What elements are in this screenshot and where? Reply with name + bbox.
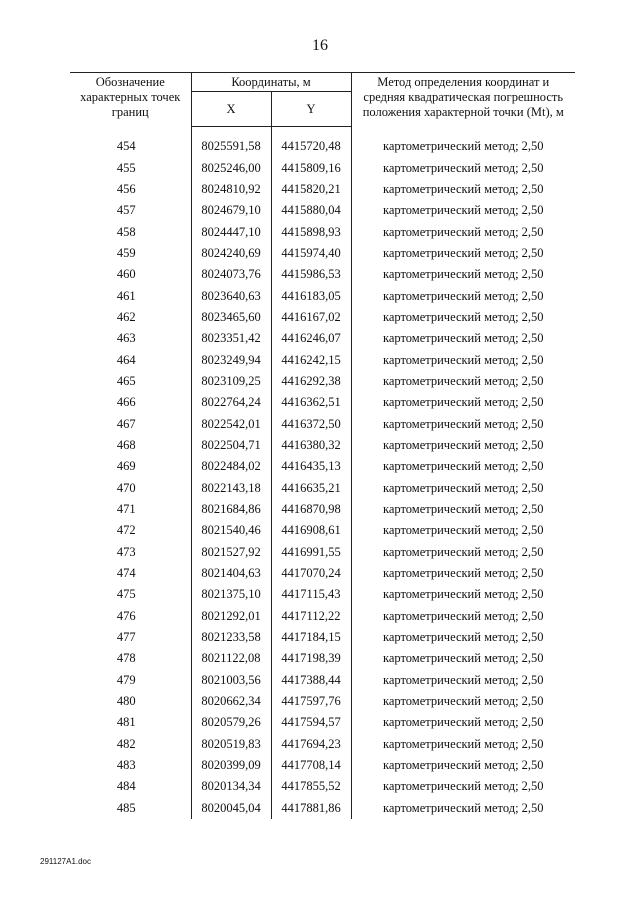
cell-method: картометрический метод; 2,50 [382, 502, 544, 517]
cell-x: 8022504,71 [191, 435, 271, 456]
table-row [70, 328, 575, 349]
cell-point: 484 [116, 779, 136, 794]
cell-point: 465 [116, 373, 136, 388]
cell-y: 4416380,32 [271, 435, 351, 456]
cell-y: 4416870,98 [271, 499, 351, 520]
cell-x: 8021003,56 [191, 670, 271, 691]
cell-point: 475 [116, 587, 136, 602]
cell-y: 4415820,21 [271, 179, 351, 200]
cell-x: 8024447,10 [191, 221, 271, 242]
header-y: Y [271, 92, 351, 127]
table-row [70, 776, 575, 797]
cell-x: 8022484,02 [191, 456, 271, 477]
cell-y: 4416167,02 [271, 307, 351, 328]
cell-point: 456 [116, 181, 136, 196]
cell-y: 4416435,13 [271, 456, 351, 477]
cell-method: картометрический метод; 2,50 [382, 160, 544, 175]
cell-y: 4415880,04 [271, 200, 351, 221]
cell-y: 4417388,44 [271, 670, 351, 691]
table-row [70, 563, 575, 584]
cell-y: 4415720,48 [271, 127, 351, 158]
cell-method: картометрический метод; 2,50 [382, 758, 544, 773]
cell-point: 477 [116, 630, 136, 645]
cell-method: картометрический метод; 2,50 [382, 224, 544, 239]
table-row [70, 221, 575, 242]
table-row [70, 435, 575, 456]
cell-x: 8023640,63 [191, 285, 271, 306]
table-row [70, 648, 575, 669]
table-row [70, 243, 575, 264]
table-row [70, 691, 575, 712]
cell-x: 8024240,69 [191, 243, 271, 264]
cell-method: картометрический метод; 2,50 [382, 352, 544, 367]
cell-x: 8021233,58 [191, 627, 271, 648]
cell-x: 8021375,10 [191, 584, 271, 605]
cell-method: картометрический метод; 2,50 [382, 800, 544, 815]
header-x: X [191, 92, 271, 127]
header-point-line: Обозначение [95, 75, 165, 89]
table-row [70, 392, 575, 413]
cell-point: 459 [116, 245, 136, 260]
cell-x: 8020662,34 [191, 691, 271, 712]
cell-method: картометрический метод; 2,50 [382, 587, 544, 602]
cell-y: 4417855,52 [271, 776, 351, 797]
cell-method: картометрический метод; 2,50 [382, 181, 544, 196]
cell-method: картометрический метод; 2,50 [382, 544, 544, 559]
table-row [70, 798, 575, 819]
cell-point: 466 [116, 395, 136, 410]
cell-point: 473 [116, 544, 136, 559]
cell-point: 478 [116, 651, 136, 666]
cell-x: 8021122,08 [191, 648, 271, 669]
cell-y: 4416908,61 [271, 520, 351, 541]
cell-x: 8020579,26 [191, 712, 271, 733]
cell-y: 4417594,57 [271, 712, 351, 733]
table-body [70, 127, 575, 820]
cell-y: 4416635,21 [271, 478, 351, 499]
footer-filename: 291127A1.doc [40, 857, 92, 866]
cell-y: 4416292,38 [271, 371, 351, 392]
cell-point: 483 [116, 758, 136, 773]
cell-method: картометрический метод; 2,50 [382, 416, 544, 431]
cell-x: 8024810,92 [191, 179, 271, 200]
cell-y: 4417597,76 [271, 691, 351, 712]
cell-y: 4416183,05 [271, 285, 351, 306]
table-row [70, 127, 575, 158]
header-coordinates: Координаты, м [191, 73, 351, 92]
cell-point: 468 [116, 437, 136, 452]
cell-point: 460 [116, 267, 136, 282]
cell-y: 4416372,50 [271, 413, 351, 434]
cell-point: 481 [116, 715, 136, 730]
table-row [70, 264, 575, 285]
cell-x: 8022764,24 [191, 392, 271, 413]
cell-x: 8023465,60 [191, 307, 271, 328]
coordinates-table [70, 72, 575, 819]
cell-y: 4417694,23 [271, 734, 351, 755]
cell-method: картометрический метод; 2,50 [382, 459, 544, 474]
cell-point: 474 [116, 566, 136, 581]
cell-method: картометрический метод; 2,50 [382, 267, 544, 282]
cell-y: 4417708,14 [271, 755, 351, 776]
cell-point: 463 [116, 331, 136, 346]
cell-point: 458 [116, 224, 136, 239]
cell-point: 476 [116, 608, 136, 623]
table-row [70, 520, 575, 541]
cell-x: 8025246,00 [191, 157, 271, 178]
cell-y: 4416362,51 [271, 392, 351, 413]
cell-method: картометрический метод; 2,50 [382, 373, 544, 388]
cell-point: 461 [116, 288, 136, 303]
cell-x: 8023109,25 [191, 371, 271, 392]
table-row [70, 499, 575, 520]
cell-method: картометрический метод; 2,50 [382, 437, 544, 452]
cell-point: 454 [116, 138, 136, 153]
header-point-line: границ [111, 105, 149, 119]
cell-y: 4417115,43 [271, 584, 351, 605]
cell-method: картометрический метод; 2,50 [382, 203, 544, 218]
cell-method: картометрический метод; 2,50 [382, 608, 544, 623]
cell-y: 4417881,86 [271, 798, 351, 819]
table-row [70, 734, 575, 755]
cell-y: 4417070,24 [271, 563, 351, 584]
cell-method: картометрический метод; 2,50 [382, 331, 544, 346]
cell-method: картометрический метод; 2,50 [382, 395, 544, 410]
cell-x: 8021684,86 [191, 499, 271, 520]
cell-point: 480 [116, 694, 136, 709]
header-method-line: Метод определения координат и [377, 75, 550, 89]
cell-y: 4417198,39 [271, 648, 351, 669]
cell-x: 8020399,09 [191, 755, 271, 776]
cell-point: 485 [116, 800, 136, 815]
table-row [70, 157, 575, 178]
table-row [70, 542, 575, 563]
page-number: 16 [312, 37, 328, 54]
table-row [70, 349, 575, 370]
cell-point: 472 [116, 523, 136, 538]
cell-point: 464 [116, 352, 136, 367]
header-method-line: положения характерной точки (Mt), м [362, 105, 564, 119]
cell-method: картометрический метод; 2,50 [382, 651, 544, 666]
cell-x: 8023351,42 [191, 328, 271, 349]
table-row [70, 712, 575, 733]
table-row [70, 584, 575, 605]
table-row [70, 606, 575, 627]
cell-point: 457 [116, 203, 136, 218]
cell-y: 4417184,15 [271, 627, 351, 648]
table-row [70, 371, 575, 392]
table-row [70, 670, 575, 691]
cell-method: картометрический метод; 2,50 [382, 779, 544, 794]
cell-x: 8022143,18 [191, 478, 271, 499]
cell-method: картометрический метод; 2,50 [382, 736, 544, 751]
cell-x: 8022542,01 [191, 413, 271, 434]
table-row [70, 755, 575, 776]
table-row [70, 179, 575, 200]
cell-x: 8020134,34 [191, 776, 271, 797]
header-method [351, 73, 575, 127]
cell-point: 467 [116, 416, 136, 431]
cell-x: 8020519,83 [191, 734, 271, 755]
cell-y: 4415809,16 [271, 157, 351, 178]
table-row [70, 307, 575, 328]
cell-x: 8021527,92 [191, 542, 271, 563]
cell-point: 471 [116, 502, 136, 517]
cell-x: 8024679,10 [191, 200, 271, 221]
cell-method: картометрический метод; 2,50 [382, 523, 544, 538]
cell-x: 8021404,63 [191, 563, 271, 584]
cell-point: 455 [116, 160, 136, 175]
header-method-line: средняя квадратическая погрешность [363, 90, 564, 104]
cell-method: картометрический метод; 2,50 [382, 309, 544, 324]
cell-method: картометрический метод; 2,50 [382, 566, 544, 581]
table-row [70, 478, 575, 499]
cell-y: 4416246,07 [271, 328, 351, 349]
table-row [70, 200, 575, 221]
cell-method: картометрический метод; 2,50 [382, 694, 544, 709]
cell-x: 8024073,76 [191, 264, 271, 285]
cell-x: 8021292,01 [191, 606, 271, 627]
cell-y: 4415898,93 [271, 221, 351, 242]
header-point [70, 73, 191, 127]
table-row [70, 627, 575, 648]
table-row [70, 285, 575, 306]
cell-point: 462 [116, 309, 136, 324]
cell-method: картометрический метод; 2,50 [382, 480, 544, 495]
cell-x: 8025591,58 [191, 127, 271, 158]
cell-point: 469 [116, 459, 136, 474]
cell-x: 8023249,94 [191, 349, 271, 370]
table-row [70, 413, 575, 434]
cell-x: 8021540,46 [191, 520, 271, 541]
cell-method: картометрический метод; 2,50 [382, 138, 544, 153]
cell-point: 470 [116, 480, 136, 495]
cell-y: 4417112,22 [271, 606, 351, 627]
header-point-line: характерных точек [80, 90, 181, 104]
cell-x: 8020045,04 [191, 798, 271, 819]
cell-y: 4416242,15 [271, 349, 351, 370]
cell-method: картометрический метод; 2,50 [382, 672, 544, 687]
cell-method: картометрический метод; 2,50 [382, 630, 544, 645]
cell-y: 4416991,55 [271, 542, 351, 563]
table-row [70, 456, 575, 477]
cell-method: картометрический метод; 2,50 [382, 288, 544, 303]
cell-y: 4415986,53 [271, 264, 351, 285]
cell-method: картометрический метод; 2,50 [382, 245, 544, 260]
cell-y: 4415974,40 [271, 243, 351, 264]
cell-point: 479 [116, 672, 136, 687]
cell-point: 482 [116, 736, 136, 751]
cell-method: картометрический метод; 2,50 [382, 715, 544, 730]
